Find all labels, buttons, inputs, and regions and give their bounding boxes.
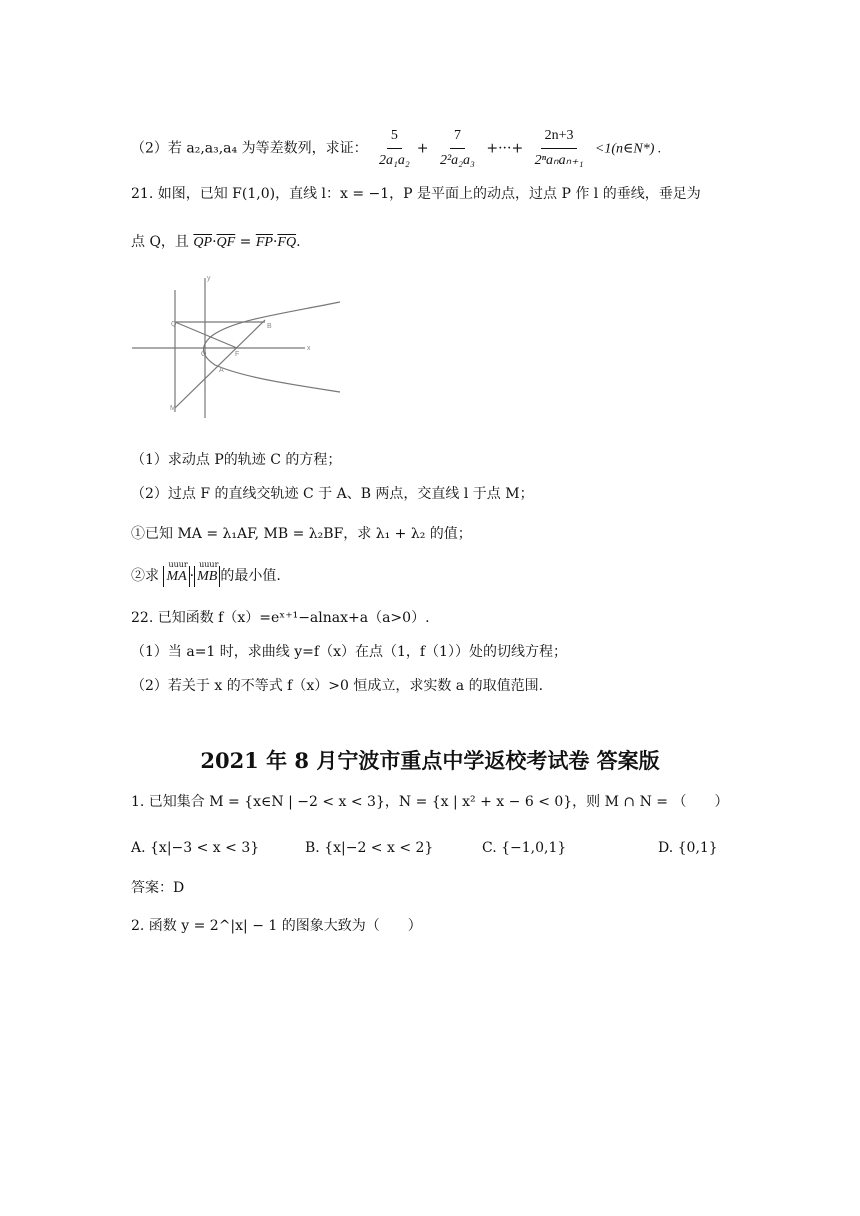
a1-option-c: C. {−1,0,1} (482, 840, 567, 856)
vec-qp: $\overline{QP}$ (193, 235, 213, 250)
a2-question: 2. 函数 y = 2^|x| − 1 的图象大致为（ ） (131, 918, 422, 934)
vec-ma: MA (166, 569, 187, 584)
label-b: B (267, 323, 272, 330)
q20-frac-2 (436, 126, 479, 171)
a1-option-b: B. {x|−2 < x < 2} (305, 840, 434, 856)
label-y: y (207, 275, 211, 282)
q21-sub2-suffix: 的最小值. (220, 568, 281, 584)
q22-part2: （2）若关于 x 的不等式 f（x）>0 恒成立，求实数 a 的取值范围. (131, 678, 544, 694)
q20-frac-1 (375, 126, 414, 171)
abs-ma (163, 560, 189, 587)
vec-mb: MB (197, 569, 218, 584)
label-m: M (170, 405, 176, 412)
a1-answer: 答案：D (131, 880, 185, 896)
line-mb (175, 320, 265, 408)
artifact-mb: uuur (199, 560, 219, 569)
q21-line1: 21. 如图，已知 F(1,0)，直线 l：x = −1，P 是平面上的动点，过点 P 作 l 的垂线，垂足为 (131, 186, 701, 202)
q21-line2-prefix: 点 Q，且 (131, 234, 189, 250)
q20-frac1-den: 2a₁a₂ (379, 153, 410, 168)
parabola-curve (203, 302, 340, 392)
label-a: A (219, 367, 224, 374)
artifact-ma: uuur (168, 560, 188, 569)
q21-sub2-prefix: ②求 (131, 568, 159, 584)
q20-frac2-den: 2²a₂a₃ (439, 153, 475, 168)
q20-frac3-num: 2n+3 (541, 126, 578, 149)
q20-frac-3 (531, 126, 588, 171)
q20-part2-line: （2）若 a₂,a₃,a₄ 为等差数列，求证： $\frac{5}{\text{2a₁a₂}}$ + $\frac{7}{\text{2²a₂a₃}}$ +···+ $\frac{2n+3}{\text{2ⁿaₙaₙ₊₁}}$ <1(n∈N*) . (131, 126, 661, 171)
q20-frac3-den: 2ⁿaₙaₙ₊₁ (534, 153, 584, 168)
q21-part1: （1）求动点 P的轨迹 C 的方程； (131, 452, 342, 468)
vec-fp: $\overline{FP}$ (255, 235, 273, 250)
q21-sub1: ①已知 MA = λ₁AF, MB = λ₂BF，求 λ₁ + λ₂ 的值； (131, 526, 472, 542)
q20-frac1-num: 5 (387, 126, 402, 149)
q22-part1: （1）当 a=1 时，求曲线 y=f（x）在点（1，f（1））处的切线方程； (131, 644, 567, 660)
equals-sign: = (239, 234, 252, 250)
label-f: F (235, 351, 240, 358)
q21-line2 (131, 232, 301, 253)
q21-part2: （2）过点 F 的直线交轨迹 C 于 A、B 两点，交直线 l 于点 M； (131, 486, 534, 502)
a1-option-d: D. {0,1} (658, 840, 718, 856)
a1-question: 1. 已知集合 M = {x∈N | −2 < x < 3}，N = {x | x² + x − 6 < 0}，则 M ∩ N = （ ） (131, 794, 729, 810)
label-q: Q (171, 321, 177, 328)
abs-mb (194, 560, 220, 587)
q20-tail: <1(n∈N*) . (594, 141, 662, 157)
q21-sub2: ②求 uuur MA · uuur MB 的最小值. (131, 566, 281, 587)
q22-line1: 22. 已知函数 f（x）=eˣ⁺¹−alnax+a（a>0）. (131, 610, 430, 626)
label-x: x (307, 345, 311, 352)
label-o: O (201, 351, 207, 358)
period: . (296, 234, 301, 250)
vec-fq: $\overline{FQ}$ (277, 235, 297, 250)
q20-mid: +···+ (486, 140, 524, 157)
q20-part2-text: （2）若 a₂,a₃,a₄ 为等差数列，求证： (131, 140, 368, 157)
vec-qf: $\overline{QF}$ (216, 235, 236, 250)
dot-2: · (272, 234, 278, 250)
dot-1: · (212, 234, 217, 250)
parabola-figure (125, 270, 350, 430)
q20-frac2-num: 7 (450, 126, 465, 149)
answer-title: 2021 年 8 月宁波市重点中学返校考试卷 答案版 (200, 748, 660, 773)
segment-qf (175, 322, 237, 348)
a1-option-a: A. {x|−3 < x < 3} (131, 840, 260, 856)
